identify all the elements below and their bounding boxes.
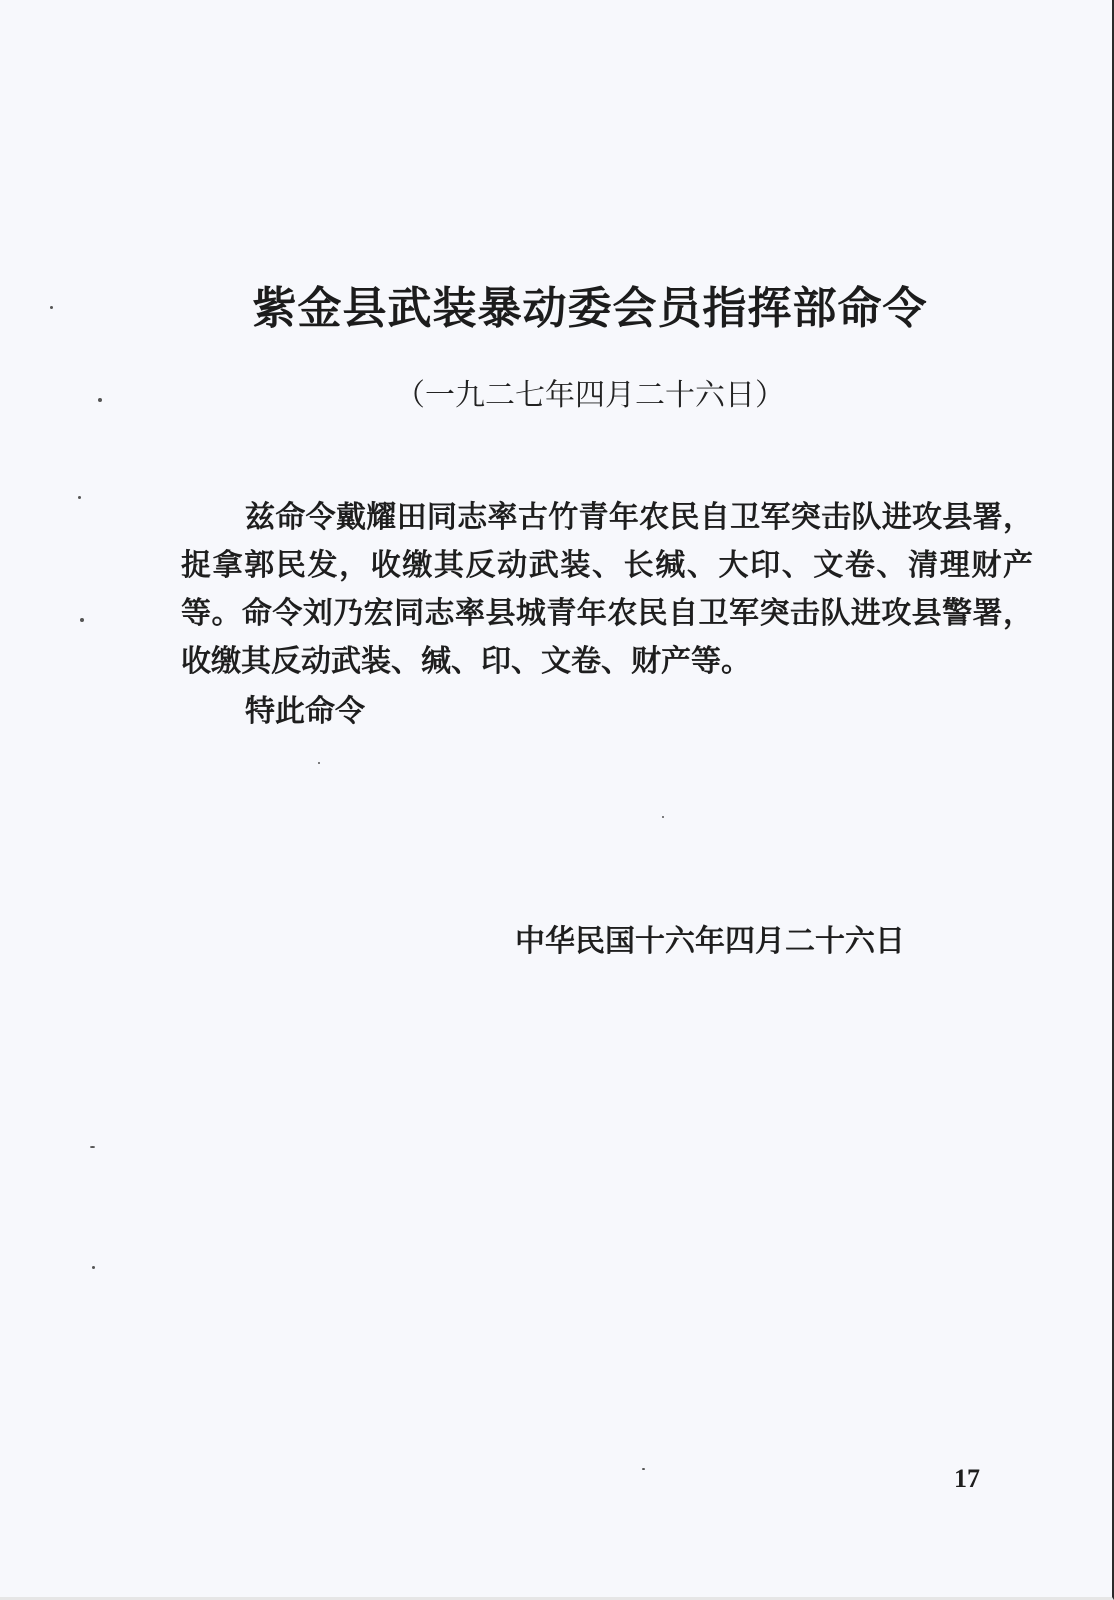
scan-speck (662, 816, 664, 818)
scan-speck (90, 1146, 95, 1148)
document-body: 兹命令戴耀田同志率古竹青年农民自卫军突击队进攻县署，捉拿郭民发，收缴其反动武装、长缄、大印、文卷、清理财产等。命令刘乃宏同志率县城青年农民自卫军突击队进攻县警署，收缴其反动武装、缄、印、文卷、财产等。 (181, 500, 1033, 679)
scan-speck (50, 306, 53, 309)
document-date-line: （一九二七年四月二十六日） (395, 378, 785, 413)
scan-speck (318, 762, 320, 764)
scan-speck (92, 1266, 95, 1269)
scan-speck (642, 1468, 645, 1470)
signature-date: 中华民国十六年四月二十六日 (515, 924, 905, 959)
page-number: 17 (954, 1464, 980, 1493)
document-title: 紫金县武装暴动委会员指挥部命令 (252, 283, 928, 334)
scan-speck (80, 618, 84, 622)
document-closing: 特此命令 (245, 694, 365, 729)
scan-speck (78, 496, 81, 499)
scan-speck (98, 398, 102, 402)
